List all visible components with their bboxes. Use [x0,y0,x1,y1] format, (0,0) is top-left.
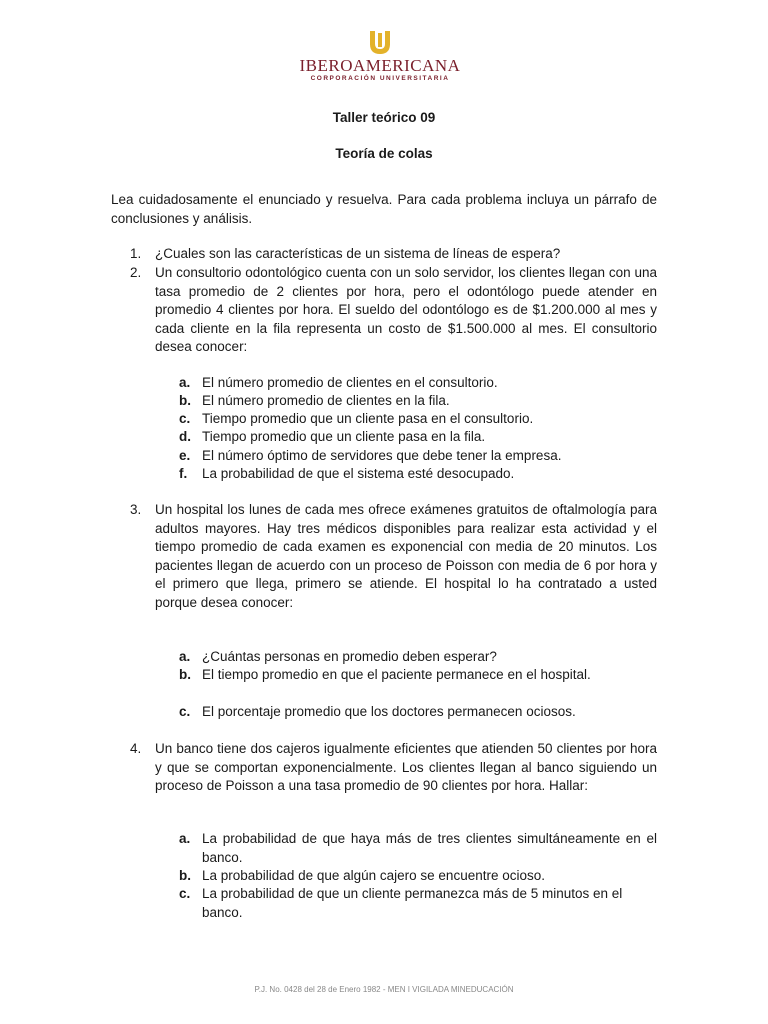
q2-item-letter: d. [179,429,191,444]
document-subtitle: Teoría de colas [335,146,433,161]
q4-item-text: La probabilidad de que un cliente permanezca más de 5 minutos en el banco. [202,886,623,920]
question-2-number: 2. [130,265,142,280]
logo-subtitle-text: CORPORACIÓN UNIVERSITARIA [310,75,450,82]
q2-item-text: El número promedio de clientes en el consultorio. [202,375,498,390]
page-footer: P.J. No. 0428 del 28 de Enero 1982 - MEN I VIGILADA MINEDUCACIÓN [254,985,514,994]
q3-item-letter: b. [179,667,191,682]
q2-item-text: Tiempo promedio que un cliente pasa en la fila. [202,429,486,444]
q4-item-letter: c. [179,886,191,901]
q4-item-letter: a. [179,831,191,846]
question-3-number: 3. [130,502,142,517]
logo-emblem-icon [367,30,393,56]
q2-item-text: La probabilidad de que el sistema esté desocupado. [202,466,515,481]
intro-paragraph: Lea cuidadosamente el enunciado y resuelva. Para cada problema incluya un párrafo de conclusiones y análisis. [111,192,657,226]
q4-item-text: La probabilidad de que haya más de tres clientes simultáneamente en el banco. [202,831,657,865]
question-3-text: Un hospital los lunes de cada mes ofrece exámenes gratuitos de oftalmología para adultos mayores. Hay tres médicos disponibles para realizar esta actividad y el tiempo promedio de cada examen es exponencial con media de 20 minutos. Los pacientes llegan de acuerdo con un proceso de Poisson con media de 6 por hora y el primero que llega, primero se atiende. El hospital lo ha contratado a usted porque desea conocer: [155,502,657,610]
q2-item-text: Tiempo promedio que un cliente pasa en el consultorio. [202,411,534,426]
logo-brand-text: IBEROAMERICANA [299,56,461,75]
q4-item-letter: b. [179,868,191,883]
q3-item-text: ¿Cuántas personas en promedio deben esperar? [202,649,497,664]
q2-item-text: El número óptimo de servidores que debe tener la empresa. [202,448,562,463]
q2-item-letter: f. [179,466,188,481]
question-2-text: Un consultorio odontológico cuenta con un solo servidor, los clientes llegan con una tasa promedio de 2 clientes por hora, pero el odontólogo puede atender en promedio 4 clientes por hora. El sueldo del odontólogo es de $1.200.000 al mes y cada cliente en la fila representa un costo de $1.500.000 al mes. El consultorio desea conocer: [155,265,657,354]
question-4-number: 4. [130,741,142,756]
institution-logo [250,30,510,90]
question-4-text: Un banco tiene dos cajeros igualmente eficientes que atienden 50 clientes por hora y que se comportan exponencialmente. Los clientes llegan al banco siguiendo un proceso de Poisson a una tasa promedio de 90 clientes por hora. Hallar: [155,741,657,793]
q3-item-letter: c. [179,704,191,719]
q2-item-text: El número promedio de clientes en la fila. [202,393,450,408]
document-title: Taller teórico 09 [332,110,436,125]
q2-item-letter: e. [179,448,191,463]
q3-item-text: El porcentaje promedio que los doctores permanecen ociosos. [202,704,576,719]
q3-item-letter: a. [179,649,191,664]
q3-item-text: El tiempo promedio en que el paciente permanece en el hospital. [202,667,591,682]
question-1-number: 1. [130,246,142,261]
q2-item-letter: b. [179,393,191,408]
q2-item-letter: c. [179,411,191,426]
q4-item-text: La probabilidad de que algún cajero se encuentre ocioso. [202,868,545,883]
q2-item-letter: a. [179,375,191,390]
question-1-text: ¿Cuales son las características de un sistema de líneas de espera? [155,246,561,261]
